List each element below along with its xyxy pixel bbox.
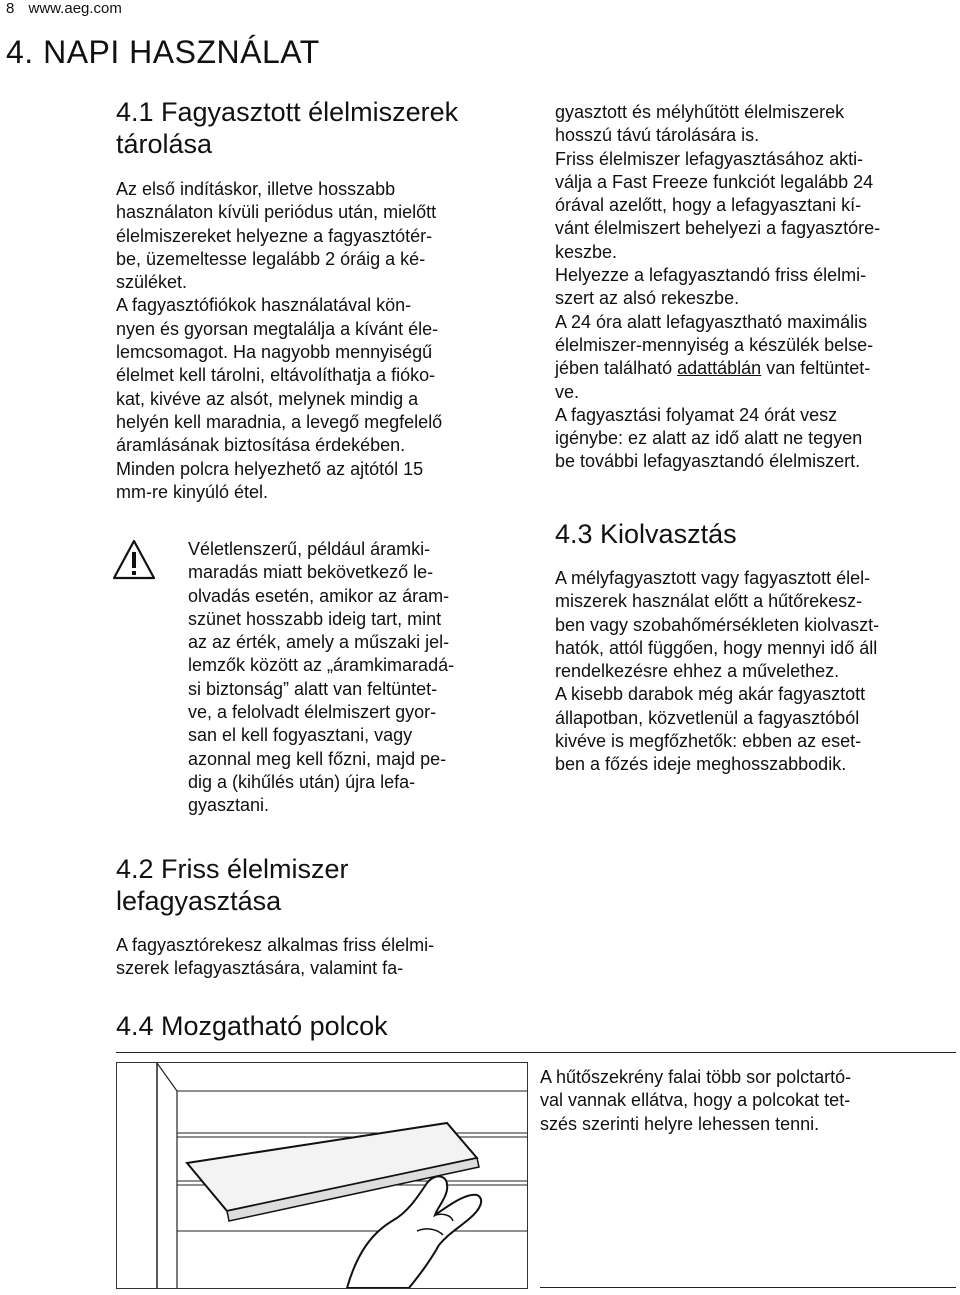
section-4-2-title-line: 4.2 Friss élelmiszer — [116, 854, 349, 884]
chapter-title: 4. NAPI HASZNÁLAT — [6, 34, 320, 70]
paragraph-line: be további lefagyasztandó élelmiszert. — [555, 451, 861, 472]
paragraph-line: val vannak ellátva, hogy a polcokat tet- — [540, 1090, 851, 1111]
paragraph-line: miszerek használat előtt a hűtőrekesz- — [555, 591, 863, 612]
text-span: jében található — [555, 358, 678, 379]
text-span: van feltüntet- — [761, 358, 871, 379]
warning-line: az az érték, amely a műszaki jel- — [188, 632, 450, 653]
paragraph-line — [555, 357, 955, 380]
paragraph-line: Az első indításkor, illetve hosszabb — [116, 179, 396, 199]
paragraph-line: ben vagy szobahőmérsékleten kiolvaszt- — [555, 614, 880, 635]
warning-line: maradás miatt bekövetkező le- — [188, 562, 434, 583]
paragraph-line: állapotban, közvetlenül a fagyasztóból — [555, 707, 860, 728]
paragraph-line: keszbe. — [555, 241, 618, 262]
paragraph-line: be, üzemeltesse legalább 2 óráig a ké- — [116, 248, 426, 269]
rating-plate-link[interactable]: adattáblán — [677, 358, 762, 379]
paragraph-line: élelmet kell tárolni, eltávolíthatja a fióko- — [116, 365, 436, 386]
paragraph-line: ben a főzés ideje meghosszabbodik. — [555, 754, 847, 775]
page-header — [6, 0, 122, 17]
warning-line: szünet hosszabb ideig tart, mint — [188, 608, 442, 629]
shelf-hand-drawing — [117, 1063, 527, 1288]
paragraph-line: ve. — [555, 381, 580, 402]
section-4-2-title — [116, 853, 349, 917]
paragraph-line: A fagyasztási folyamat 24 órát vesz — [555, 404, 838, 425]
warning-line: lemzők között az „áramkimaradá- — [188, 655, 455, 676]
shelf-illustration — [116, 1062, 528, 1289]
paragraph-line: hosszú távú tárolására is. — [555, 125, 760, 146]
warning-line: gyasztani. — [188, 795, 270, 816]
paragraph-line: vánt élelmiszert behelyezi a fagyasztóre- — [555, 218, 881, 239]
paragraph-line: Minden polcra helyezhető az ajtótól 15 — [116, 458, 424, 479]
paragraph-line: órával azelőtt, hogy a lefagyasztani kí- — [555, 195, 862, 216]
section-divider — [116, 1052, 956, 1053]
website-link[interactable]: www.aeg.com — [28, 0, 122, 17]
bottom-divider — [540, 1287, 956, 1288]
paragraph-line: élelmiszereket helyezne a fagyasztótér- — [116, 225, 433, 246]
paragraph-line: rendelkezésre ehhez a művelethez. — [555, 661, 840, 682]
paragraph-line: élelmiszer-mennyiség a készülék belse- — [555, 334, 874, 355]
paragraph-line: szés szerinti helyre lehessen tenni. — [540, 1113, 820, 1134]
paragraph-line: A fagyasztórekesz alkalmas friss élelmi- — [116, 935, 435, 955]
warning-text — [188, 538, 528, 818]
warning-line: san el kell fogyasztani, vagy — [188, 725, 413, 746]
paragraph-line: A hűtőszekrény falai több sor polctartó- — [540, 1067, 852, 1087]
section-4-4-title: 4.4 Mozgatható polcok — [116, 1011, 388, 1041]
paragraph-line: szüléket. — [116, 272, 188, 293]
paragraph-line: válja a Fast Freeze funkciót legalább 24 — [555, 171, 874, 192]
paragraph-line: Friss élelmiszer lefagyasztásához akti- — [555, 148, 864, 169]
page-number: 8 — [6, 0, 15, 17]
warning-line: dig a (kihűlés után) újra lefa- — [188, 771, 416, 792]
paragraph-line: szert az alsó rekeszbe. — [555, 288, 740, 309]
warning-line: olvadás esetén, amikor az áram- — [188, 585, 450, 606]
section-4-4-body — [540, 1066, 955, 1136]
section-4-2-body-right — [555, 101, 955, 474]
section-4-1-title-line: 4.1 Fagyasztott élelmiszerek — [116, 97, 459, 127]
section-4-1-title-line: tárolása — [116, 129, 213, 159]
warning-line: Véletlenszerű, például áramki- — [188, 539, 431, 559]
paragraph-line: gyasztott és mélyhűtött élelmiszerek — [555, 102, 845, 122]
section-4-3-title: 4.3 Kiolvasztás — [555, 519, 737, 549]
paragraph-line: igénybe: ez alatt az idő alatt ne tegyen — [555, 428, 863, 449]
paragraph-line: használaton kívüli periódus után, mielőtt — [116, 202, 437, 223]
paragraph-line: kat, kivéve az alsót, melynek mindig a — [116, 388, 419, 409]
paragraph-line: áramlásának biztosítása érdekében. — [116, 435, 406, 456]
paragraph-line: kivéve is megfőzhetők: ebben az eset- — [555, 731, 862, 752]
warning-icon — [112, 538, 156, 582]
section-4-2-title-line: lefagyasztása — [116, 886, 282, 916]
section-4-1-title — [116, 96, 458, 160]
paragraph-line: helyén kell maradnia, a levegő megfelelő — [116, 411, 443, 432]
warning-line: ve, a felolvadt élelmiszert gyor- — [188, 702, 437, 723]
warning-line: azonnal meg kell főzni, majd pe- — [188, 748, 447, 769]
paragraph-line: mm-re kinyúló étel. — [116, 481, 269, 502]
section-4-1-body — [116, 178, 526, 504]
paragraph-line: hatók, attól függően, hogy mennyi idő áll — [555, 637, 878, 658]
paragraph-line: A fagyasztófiókok használatával kön- — [116, 295, 412, 316]
section-4-3-body — [555, 567, 955, 777]
paragraph-line: lemcsomagot. Ha nagyobb mennyiségű — [116, 342, 433, 363]
section-4-2-body-left — [116, 934, 526, 981]
paragraph-line: szerek lefagyasztására, valamint fa- — [116, 958, 404, 979]
paragraph-line: nyen és gyorsan megtalálja a kívánt éle- — [116, 318, 439, 339]
paragraph-line: Helyezze a lefagyasztandó friss élelmi- — [555, 265, 867, 286]
paragraph-line: A 24 óra alatt lefagyasztható maximális — [555, 311, 868, 332]
paragraph-line: A mélyfagyasztott vagy fagyasztott élel- — [555, 568, 871, 588]
paragraph-line: A kisebb darabok még akár fagyasztott — [555, 684, 866, 705]
warning-line: si biztonság” alatt van feltüntet- — [188, 678, 438, 699]
